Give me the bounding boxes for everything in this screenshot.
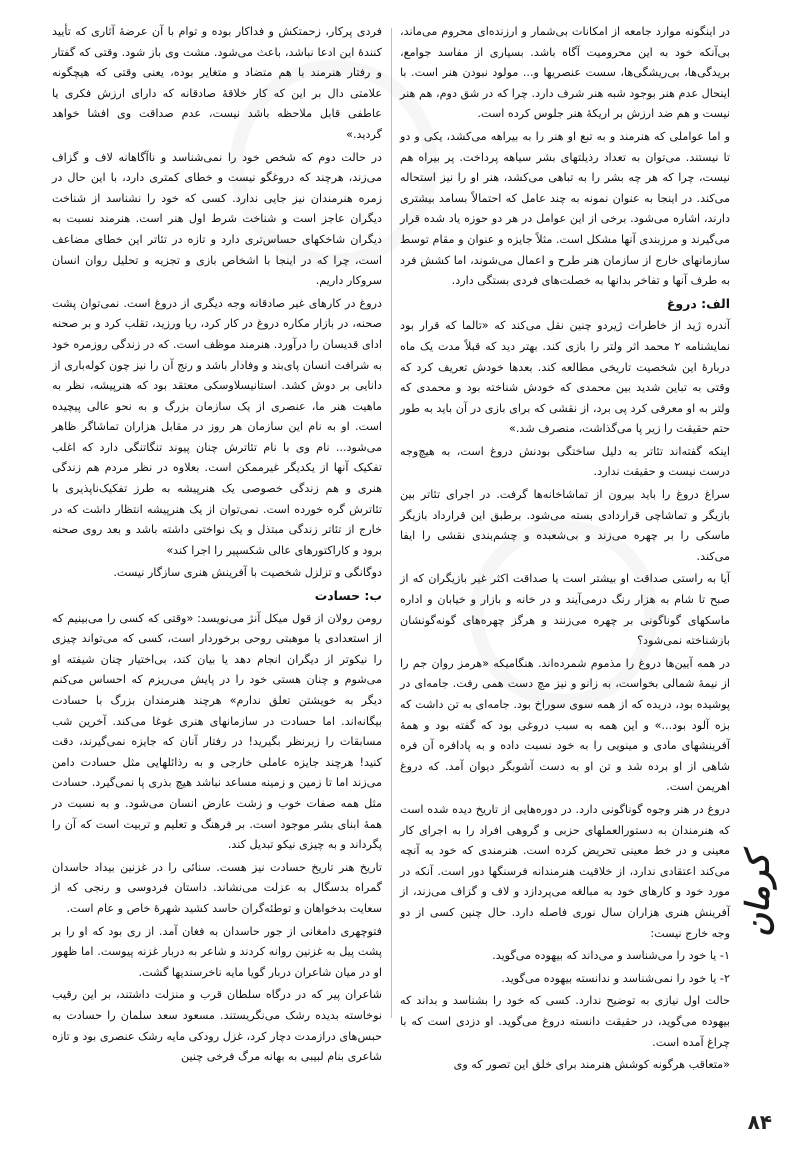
- magazine-logo: [738, 820, 778, 970]
- paragraph: در حالت دوم که شخص خود را نمی‌شناسد و ناآگاهانه لاف و گزاف می‌زند، هرچند که دروغگو نیست و خطای کمتری دارد، با این حال در زمره هنرمندان نیز جایی ندارد. کسی که خود را نشناسد از شناخت دیگران عاجز است و شناخت شرط اول هنر است. هنرمند نسبت به دیگران شاخکهای حساس‌تری دارد و تازه در تئاتر این خطای مضاعف است، چرا که در اینجا با اشخاص بازی و تجزیه و تحلیل روان انسان سروکار داریم.: [52, 150, 382, 288]
- paragraph: تاریخ هنر تاریخ حسادت نیز هست. سنائی را در غزنین بیداد حاسدان گمراه بدسگال به عزلت می‌نشاند. داستان فردوسی و رنجی که از سعایت بدخواهان و توطئه‌گران حاسد کشید شهرهٔ خاص و عام است.: [52, 860, 382, 915]
- column-divider: [391, 28, 392, 1018]
- paragraph: رومن رولان از قول میکل آنژ می‌نویسد: «وقتی که کسی را می‌بینیم که از استعدادی یا موهبتی روحی برخوردار است، کسی که می‌تواند چیزی را نیکوتر از دیگران انجام دهد یا بیان کند، بی‌اختیار چنان شیفته او می‌شوم و چنان هستی خود را در پایش می‌ریزم که احساس می‌کنم دیگر به خویشتن تعلق ندارم» هرچند هنرمندان بزرگ با حسادت بیگانه‌اند. اما حسادت در سازمانهای هنری غوغا می‌کند. آخرین شب مسابقات را زیرنظر بگیرید! در رفتار آنان که جایزه نمی‌گیرند، دقت کنید! هرچند جایزه عاملی خارجی و به رذائلهایی مثل حسادت دامن می‌زند اما تا زمین و زمینه مساعد نباشد هیچ بذری پا نمی‌گیرد. حسادت مثل همه صفات خوب و زشت عارض انسان می‌شود. و به نسبت در همهٔ ابنای بشر موجود است. بر فرهنگ و تعلیم و تربیت است که آن را پگرداند و به چیزی نیکو تبدیل کند.: [52, 611, 382, 852]
- article-column-left: [52, 22, 382, 1070]
- paragraph: دوگانگی و تزلزل شخصیت با آفرینش هنری سازگار نیست.: [113, 566, 382, 580]
- paragraph: شاعران پیر که در درگاه سلطان قرب و منزلت داشتند، بر این رقیب نوخاسته بدیده رشک می‌نگریستند. مسعود سعد سلمان را حسادت به حبس‌های درازمدت دچار کرد، غزل رودکی مایه رشک عنصری بود و تازه شاعری بنام لبیبی به بهانه مرگ فرخی چنین: [52, 988, 382, 1064]
- paragraph: «متعاقب هرگونه کوشش هنرمند برای خلق این تصور که وی: [453, 1058, 730, 1072]
- paragraph: در اینگونه موارد جامعه از امکانات بی‌شمار و ارزنده‌ای محروم می‌ماند، بی‌آنکه خود به این محرومیت آگاه باشد. بسیاری از مفاسد جوامع، بریدگی‌ها، بی‌ریشگی‌ها، سست عنصریها و... مولود نبودن هنر است. با اینحال عدم هنر بوجود شبه هنر شرف دارد. چرا که در شق دوم، هم هنر نیست و هم ضد ارزش بر اریکهٔ هنر جلوس کرده است.: [400, 25, 730, 121]
- section-heading: ب: حسادت: [314, 588, 382, 604]
- paragraph: فردی پرکار، زحمتکش و فداکار بوده و توام با آن عرضهٔ آثاری که تأیید کنندهٔ این ادعا نباشد، باعث می‌شود. مشت وی باز شود. وقتی که گفتار و رفتار هنرمند با هم متضاد و متغایر بوده، یعنی وقتی که هیچگونه علامتی دال بر این که کار خلاقهٔ صادقانه که دارای ارزش فکری یا عاطفی قابل ملاحظه باشد نیست، عدم صداقت وی افشا خواهد گردید.»: [52, 25, 382, 141]
- article-column-right: [400, 22, 730, 1078]
- paragraph: دروغ در هنر وجوه گوناگونی دارد. در دوره‌هایی از تاریخ دیده شده است که هنرمندان به دستورالعملهای حزبی و گروهی افراد را به اجرای کار معینی و در خط معینی تحریض کرده است. هنرمندی که خود به آنچه می‌کند اعتقادی ندارد، از خلاقیت هنرمندانه فرسنگها دور است. آنکه در مورد خود و کارهای خود به مبالغه می‌پردازد و لاف و گزاف می‌زند، از آفرینش هنری هزاران سال نوری فاصله دارد. حال چنین کسی از دو وجه خارج نیست:: [400, 802, 730, 940]
- paragraph: آندره ژید از خاطرات ژیردو چنین نقل می‌کند که «تالما که قرار بود نمایشنامه ۲ محمد اثر ولتر را بازی کند. بهتر دید که قبلاً مدت یک ماه دربارهٔ این شخصیت تاریخی مطالعه کند. بعدها خودش تعریف کرد که وقتی به تباین شدید بین محمدی که خودش شناخته بود و محمدی که ولتر به او معرفی کرد پی برد، از نقشی که برای بازی در آن باید به طور حتم حقیقت را زیر پا می‌گذاشت، منصرف شد.»: [400, 319, 730, 436]
- paragraph: ۲- یا خود را نمی‌شناسد و ندانسته بیهوده می‌گوید.: [501, 971, 730, 985]
- paragraph: و اما عواملی که هنرمند و به تبع او هنر را به بیراهه می‌کشد، یکی و دو تا نیستند. می‌توان به تعداد رذیلتهای بشر سیاهه پرداخت. پر بیراه هم نیست، چرا که هر چه بشر را به تباهی می‌کشد، هنر او را نیز استحاله می‌کند. در اینجا به عنوان نمونه به چند عامل که احتمالاً بسامد بیشتری دارند، اشاره می‌شود. برخی از این عوامل در هر دو حوزه یاد شده قرار می‌گیرند و مرزبندی آنها مشکل است. مثلاً جایزه و عنوان و مقام توسط سازمانهای خارج از سازمان هنر طرح و اعمال می‌شوند، اما کشش فرد به طرف آنها و تفاخر بدانها به خصلت‌های فردی بستگی دارد.: [400, 129, 730, 288]
- page-number: ۸۴: [747, 1110, 772, 1134]
- paragraph: ۱- یا خود را می‌شناسد و می‌داند که بیهوده می‌گوید.: [492, 949, 730, 963]
- paragraph: دروغ در کارهای غیر صادقانه وجه دیگری از دروغ است. نمی‌توان پشت صحنه، در بازار مکاره دروغ در کار کرد، ریا ورزید، تقلب کرد و بر صحنه ادای قدیسان را درآورد. هنرمند موظف است. که در زندگی روزمره خود به شرافت انسان پای‌بند و وفادار باشد و رنج آن را نیز چون کوله‌باری از دانایی بر دوش کشد. استانیسلاوسکی معتقد بود که هنرپیشه، نظر به ماهیت هنر ما، عنصری از یک سازمان بزرگ و به نحو عالی پیچیده است. او به نام این سازمان هر روز در مقابل هزاران تماشاگر ظاهر می‌شود... نام وی با نام تئاترش چنان پیوند تنگاتنگی دارد که اغلب تفکیک آنها از یکدیگر غیرممکن است. بعلاوه در نظر مردم هم زندگی هنری و هم زندگی خصوصی یک هنرپیشه به طرز تفکیک‌ناپذیری با تئاترش گره خورده است. نمی‌توان از یک هنرپیشه انتظار داشت که در خارج از تئاتر زندگی مبتذل و یک نواختی داشته باشد و بعد روی صحنه برود و کاراکتورهای عالی شکسپیر را اجرا کند»: [52, 296, 382, 557]
- paragraph: فتوچهری دامغانی از جور حاسدان به فغان آمد. از ری بود که او را بر پشت پیل به غزنین روانه کردند و شاعر به دربار غزنه پیوست. اما ظهور او در میان شاعران دربار گویا مایه ناخرسندیها گشت.: [52, 924, 382, 979]
- paragraph: سراغ دروغ را باید بیرون از تماشاخانه‌ها گرفت. در اجرای تئاتر بین بازیگر و تماشاچی قراردادی بسته می‌شود. برطبق این قرارداد بازیگر ماسکی را بر چهره می‌زند و بی‌شعبده و چشم‌بندی نقشی را ایفا می‌کند.: [400, 488, 730, 563]
- paragraph: در همه آیین‌ها دروغ را مذموم شمرده‌اند. هنگامیکه «هرمز روان جم را از نیمهٔ شمالی بخواست، به زانو و نیز مچ دست همی رفت. جامه‌ای در پوشیده بود، دریده که از همه سوی سوراخ بود. جامه‌ای به تن داشت که بزه آلود بود...» و این همه به سبب دروغی بود که گفته بود و همهٔ آفرینشهای مادی و مینویی را به خود نسبت داده و به پادافره آن فره شاهی از او برده شد و تن او به دست آشوبگر دیوان آمد. که دروغ اهریمن است.: [400, 656, 730, 794]
- paragraph: آیا به راستی صداقت او بیشتر است یا صداقت اکثر غیر بازیگران که از صبح تا شام به هزار رنگ درمی‌آیند و در خانه و بازار و خیابان و اداره ماسکهای گوناگونی بر چهره می‌زنند و هرگز چهره‌های گونه‌گونشان بازشناخته نمی‌شود؟: [400, 572, 730, 648]
- logo-text: کرمان: [739, 853, 777, 937]
- section-heading: الف: دروغ: [666, 295, 730, 311]
- paragraph: اینکه گفته‌اند تئاتر به دلیل ساختگی بودنش دروغ است، به هیچ‌وجه درست نیست و حقیقت ندارد.: [400, 444, 730, 479]
- paragraph: حالت اول نیازی به توضیح ندارد. کسی که خود را بشناسد و بداند که بیهوده می‌گوید، در حقیقت دانسته دروغ می‌گوید. او دزدی است که با چراغ آمده است.: [400, 994, 730, 1049]
